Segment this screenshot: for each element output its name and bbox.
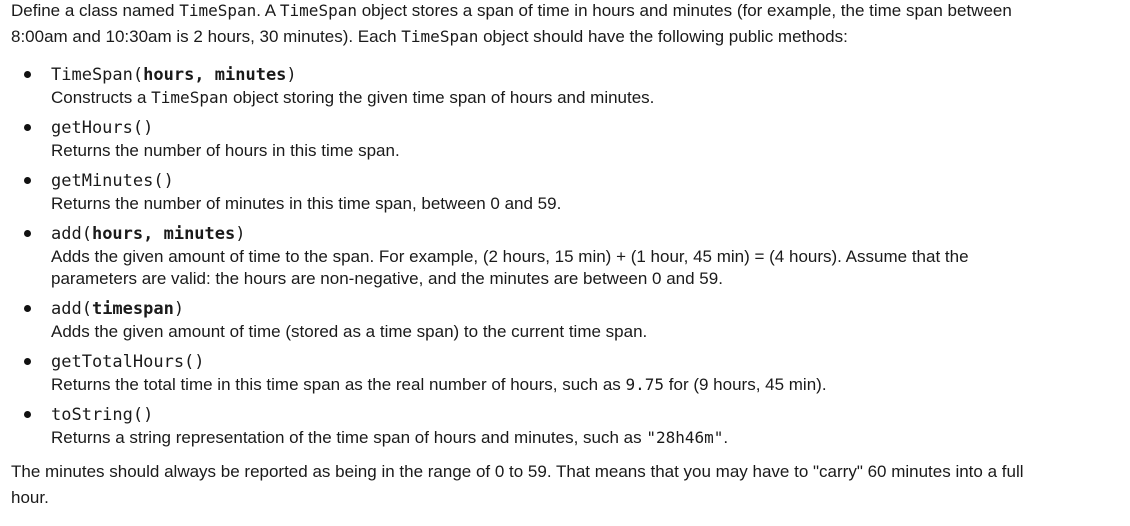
intro-paragraph: Define a class named TimeSpan. A TimeSpan object stores a span of time in hours and minutes (for example, the time span between 8:00am and 10:30am is 2 hours, 30 minutes). Each TimeSpan object should have the following public methods:: [11, 1, 1012, 46]
method-item-tostring: [11, 404, 1119, 449]
bullet-icon: [24, 358, 31, 365]
method-item-gethours: [11, 117, 1119, 162]
bullet-icon: [24, 124, 31, 131]
class-name-code: TimeSpan: [279, 1, 357, 20]
method-description: Returns the number of hours in this time span.: [51, 141, 400, 160]
outro-paragraph: The minutes should always be reported as being in the range of 0 to 59. That means that you may have to "carry" 60 minutes into a full hour.: [11, 462, 1024, 507]
method-item-getminutes: [11, 170, 1119, 215]
bullet-icon: [24, 305, 31, 312]
method-signature: add(hours, minutes): [51, 224, 246, 244]
method-signature: toString(): [51, 405, 154, 425]
method-signature: TimeSpan(hours, minutes): [51, 65, 297, 85]
method-description: Returns a string representation of the time span of hours and minutes, such as "28h46m".: [51, 428, 729, 447]
method-description: Returns the total time in this time span as the real number of hours, such as 9.75 for (9 hours, 45 min).: [51, 375, 827, 394]
method-item-add-hours-minutes: [11, 223, 1119, 290]
method-item-constructor: [11, 64, 1119, 109]
bullet-icon: [24, 177, 31, 184]
method-description: Adds the given amount of time to the span. For example, (2 hours, 15 min) + (1 hour, 45 min) = (4 hours). Assume that the parameters are valid: the hours are non-negative, and the minutes are between 0 and 59.: [51, 247, 969, 288]
method-signature: add(timespan): [51, 299, 185, 319]
class-name-code: TimeSpan: [179, 1, 257, 20]
method-signature: getHours(): [51, 118, 154, 138]
method-description: Returns the number of minutes in this time span, between 0 and 59.: [51, 194, 562, 213]
bullet-icon: [24, 230, 31, 237]
bullet-icon: [24, 71, 31, 78]
method-signature: getMinutes(): [51, 171, 174, 191]
method-list: [11, 64, 1119, 449]
method-item-add-timespan: [11, 298, 1119, 343]
method-item-gettotalhours: [11, 351, 1119, 396]
method-signature: getTotalHours(): [51, 352, 205, 372]
method-description: Adds the given amount of time (stored as a time span) to the current time span.: [51, 322, 648, 341]
bullet-icon: [24, 411, 31, 418]
method-description: Constructs a TimeSpan object storing the given time span of hours and minutes.: [51, 88, 655, 107]
class-name-code: TimeSpan: [401, 27, 479, 46]
